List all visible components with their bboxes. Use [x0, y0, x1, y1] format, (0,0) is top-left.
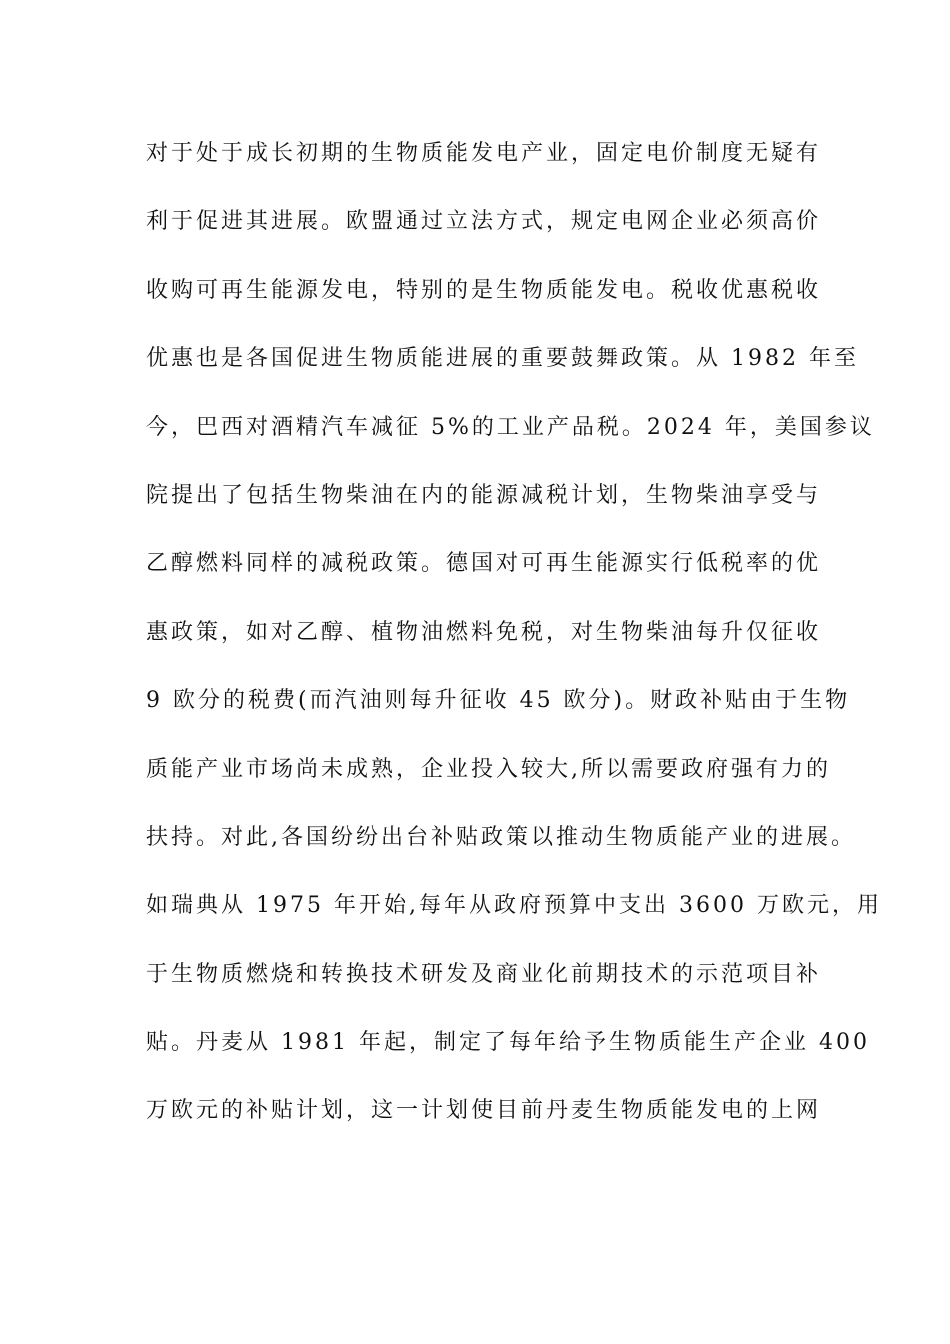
- text-line: 扶持。对此,各国纷纷出台补贴政策以推动生物质能产业的进展。: [146, 824, 856, 850]
- text-line: 质能产业市场尚未成熟，企业投入较大,所以需要政府强有力的: [146, 756, 831, 782]
- text-line: 9 欧分的税费(而汽油则每升征收 45 欧分)。财政补贴由于生物: [146, 688, 851, 714]
- text-line: 今，巴西对酒精汽车减征 5%的工业产品税。2024 年，美国参议: [146, 414, 875, 440]
- text-line: 惠政策，如对乙醇、植物油燃料免税，对生物柴油每升仅征收: [146, 619, 822, 645]
- text-line: 贴。丹麦从 1981 年起，制定了每年给予生物质能生产企业 400: [146, 1030, 870, 1056]
- text-line: 于生物质燃烧和转换技术研发及商业化前期技术的示范项目补: [146, 961, 822, 987]
- text-line: 利于促进其进展。欧盟通过立法方式，规定电网企业必须高价: [146, 209, 822, 235]
- text-line: 优惠也是各国促进生物质能进展的重要鼓舞政策。从 1982 年至: [146, 346, 859, 372]
- text-line: 对于处于成长初期的生物质能发电产业，固定电价制度无疑有: [146, 141, 822, 166]
- body-paragraph: [146, 134, 882, 1160]
- text-line: 院提出了包括生物柴油在内的能源减税计划，生物柴油享受与: [146, 482, 822, 508]
- text-line: 万欧元的补贴计划，这一计划使目前丹麦生物质能发电的上网: [146, 1098, 822, 1124]
- text-line: 如瑞典从 1975 年开始,每年从政府预算中支出 3600 万欧元，用: [146, 893, 882, 919]
- text-line: 乙醇燃料同样的减税政策。德国对可再生能源实行低税率的优: [146, 551, 822, 577]
- text-line: 收购可再生能源发电，特别的是生物质能发电。税收优惠税收: [146, 277, 822, 303]
